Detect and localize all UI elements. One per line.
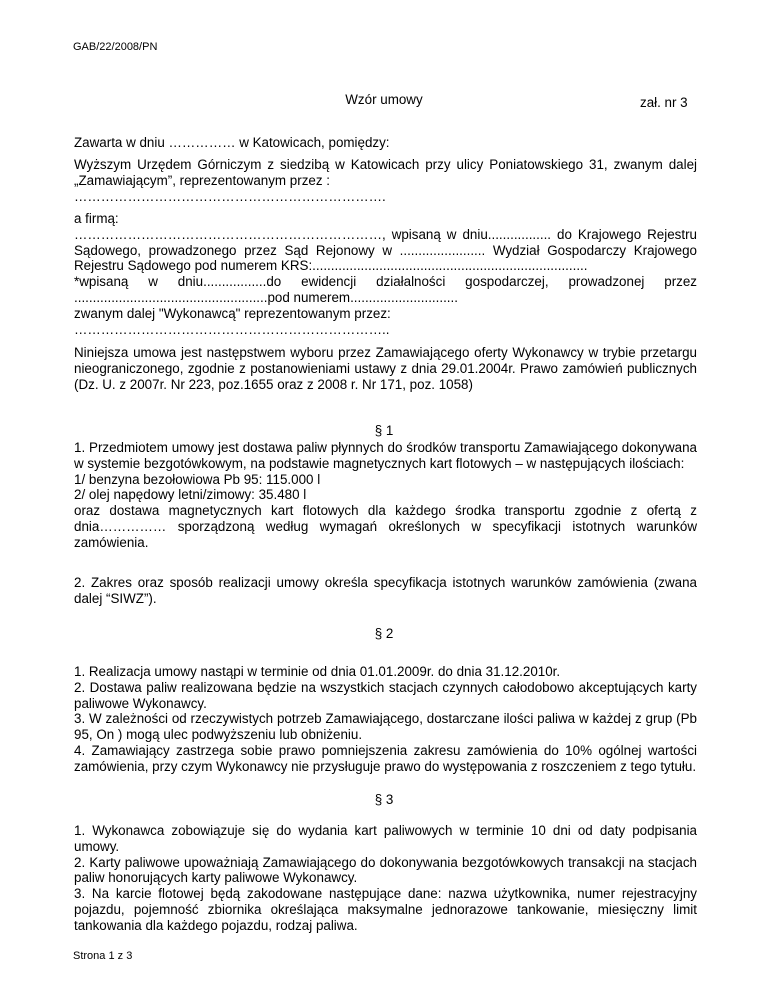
s3-p2: 2. Karty paliwowe upoważniają Zamawiającego do dokonywania bezgotówkowych transakcji na stacjach paliw honorujących karty paliwowe Wykonawcy.	[74, 854, 697, 886]
contract-basis: Niniejsza umowa jest następstwem wyboru przez Zamawiającego oferty Wykonawcy w trybie przetargu nieograniczonego, zgodnie z postanowieniami ustawy z dnia 29.01.2004r. Prawo zamówień publicznych (Dz. U. z 2007r. Nr 223, poz.1655 oraz z 2008 r. Nr 171, poz. 1058)	[74, 345, 697, 392]
firm-alt: *wpisaną w dniu.................do ewidencji działalności gospodarczej, prowadzonej przez ....................................................pod numerem.............................	[74, 274, 697, 305]
section-2-body	[74, 664, 697, 775]
party1-dots: …………………………………………………………….	[74, 188, 386, 204]
section-1-p2: 2. Zakres oraz sposób realizacji umowy określa specyfikacja istotnych warunków zamówienia (zwana dalej “SIWZ”).	[74, 575, 697, 606]
section-3-heading: § 3	[374, 792, 394, 807]
section-2-heading: § 2	[374, 626, 394, 641]
attachment-label: zał. nr 3	[640, 95, 688, 110]
s2-p4: 4. Zamawiający zastrzega sobie prawo pomniejszenia zakresu zamówienia do 10% ogólnej wartości zamówienia, przy czym Wykonawcy nie przysługuje prawo do występowania z roszczeniem z tego tytułu.	[74, 742, 697, 774]
s2-p3: 3. W zależności od rzeczywistych potrzeb Zamawiającego, dostarczane ilości paliwa w każdej z grup (Pb 95, On ) mogą ulec podwyższeniu lub obniżeniu.	[74, 711, 697, 743]
intro-party1	[74, 157, 697, 204]
intro-firm	[74, 211, 697, 337]
firm-label: a firmą:	[74, 211, 119, 226]
s1-fuel2: 2/ olej napędowy letni/zimowy: 35.480 l	[74, 487, 307, 503]
page-number: Strona 1 z 3	[73, 950, 133, 962]
section-1-heading: § 1	[374, 423, 394, 438]
s3-p1: 1. Wykonawca zobowiązuje się do wydania kart paliwowych w terminie 10 dni od daty podpisania umowy.	[74, 823, 697, 854]
firm-text: ……………………………………………………………, wpisaną w dniu................. do Krajowego Rejestru Sądowego, prowadzonego przez Sąd Rejonowy w ....................... Wydział Gospodarczy Krajowego Rejestru Sądowego pod numerem KRS:..........................................................................	[74, 226, 697, 274]
document-id: GAB/22/2008/PN	[73, 41, 158, 53]
party1-text: Wyższym Urzędem Górniczym z siedzibą w Katowicach przy ulicy Poniatowskiego 31, zwanym dalej „Zamawiającym”, reprezentowanym przez :	[74, 157, 697, 188]
contractor-text: zwanym dalej "Wykonawcą" reprezentowanym przez:	[74, 305, 391, 321]
page-title: Wzór umowy	[345, 92, 423, 107]
section-3-body	[74, 823, 697, 934]
s1-p1b: oraz dostawa magnetycznych kart flotowych dla każdego środka transportu zgodnie z ofertą z dnia…………… sporządzoną według wymagań określonych w specyfikacji istotnych warunków zamówienia.	[74, 503, 697, 550]
s1-fuel1: 1/ benzyna bezołowiowa Pb 95: 115.000 l	[74, 471, 321, 487]
section-1-body	[74, 440, 697, 551]
s3-p3: 3. Na karcie flotowej będą zakodowane następujące dane: nazwa użytkownika, numer rejestracyjny pojazdu, pojemność zbiornika określająca maksymalne jednorazowe tankowanie, miesięczny limit tankowania dla każdego pojazdu, rodzaj paliwa.	[74, 886, 697, 933]
s2-p1: 1. Realizacja umowy nastąpi w terminie od dnia 01.01.2009r. do dnia 31.12.2010r.	[74, 664, 561, 679]
intro-concluded: Zawarta w dniu …………… w Katowicach, pomiędzy:	[74, 135, 390, 150]
contractor-dots: ……………………………………………………………..	[74, 321, 390, 337]
s2-p2: 2. Dostawa paliw realizowana będzie na wszystkich stacjach czynnych całodobowo akceptujących karty paliwowe Wykonawcy.	[74, 679, 697, 711]
s1-p1: 1. Przedmiotem umowy jest dostawa paliw płynnych do środków transportu Zamawiającego dokonywana w systemie bezgotówkowym, na podstawie magnetycznych kart flotowych – w następujących ilościach:	[74, 440, 697, 471]
